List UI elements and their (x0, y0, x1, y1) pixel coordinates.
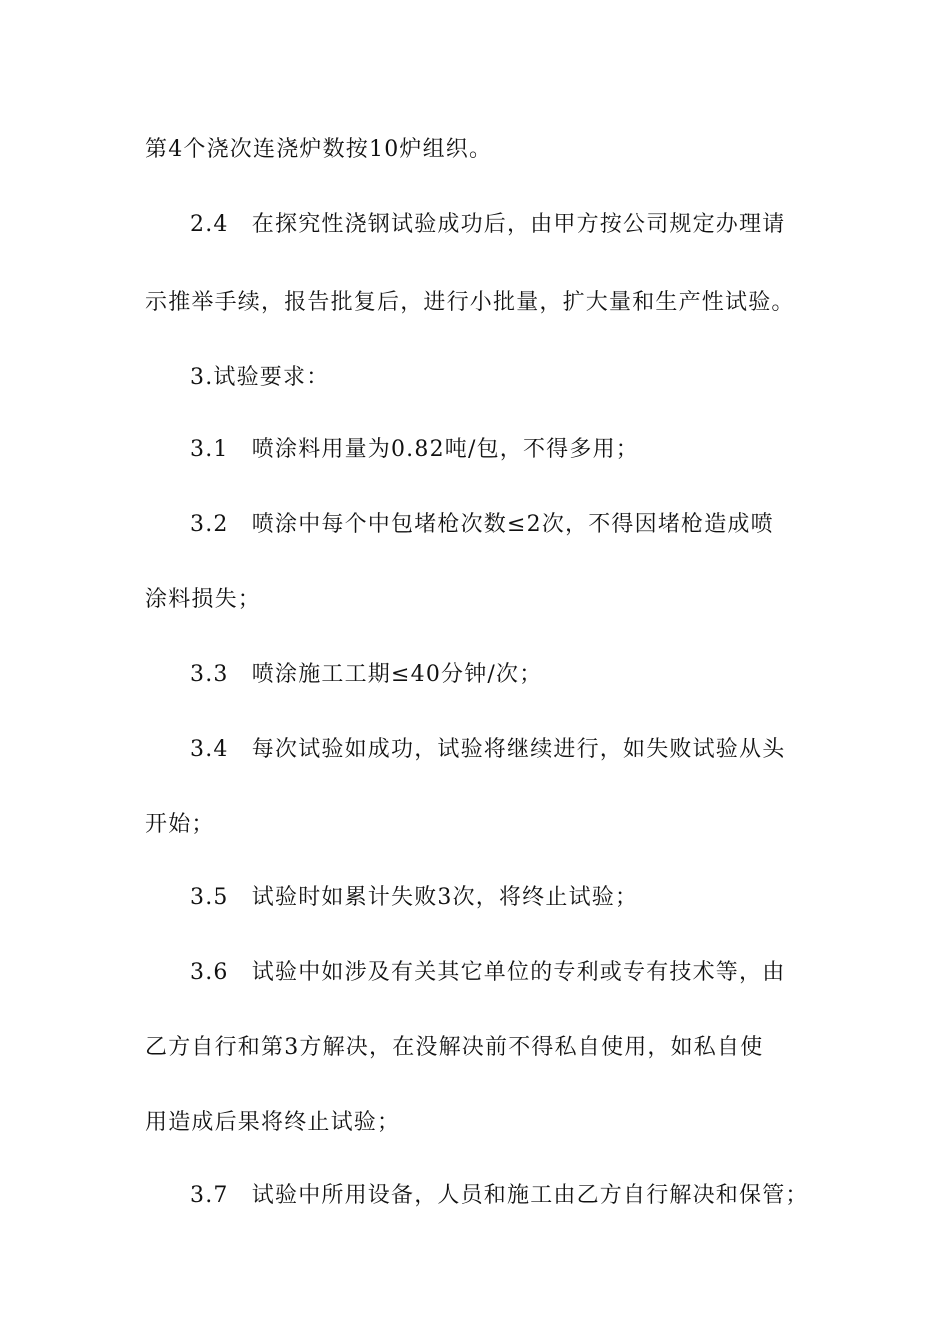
text-line: 乙方自行和第3方解决，在没解决前不得私自使用，如私自使 (145, 1035, 764, 1060)
text-line: 用造成后果将终止试验； (145, 1110, 401, 1135)
text-line: 3.5 试验时如累计失败3次，将终止试验； (190, 885, 639, 910)
text-line: 2.4 在探究性浇钢试验成功后，由甲方按公司规定办理请 (190, 212, 786, 237)
text-line: 涂料损失； (145, 587, 262, 612)
text-line: 3.7 试验中所用设备，人员和施工由乙方自行解决和保管； (190, 1183, 809, 1208)
text-line: 3.6 试验中如涉及有关其它单位的专利或专有技术等，由 (190, 960, 786, 985)
text-line: 3.3 喷涂施工工期≤40分钟/次； (190, 662, 543, 687)
text-line: 3.1 喷涂料用量为0.82吨/包，不得多用； (190, 437, 639, 462)
text-line: 3.4 每次试验如成功，试验将继续进行，如失败试验从头 (190, 737, 786, 762)
text-line: 3.2 喷涂中每个中包堵枪次数≤2次，不得因堵枪造成喷 (190, 512, 774, 537)
text-line: 开始； (145, 812, 215, 837)
section-heading: 3.试验要求： (190, 365, 330, 390)
text-line: 第4个浇次连浇炉数按10炉组织。 (145, 137, 493, 162)
text-line: 示推举手续，报告批复后，进行小批量，扩大量和生产性试验。 (145, 290, 795, 315)
